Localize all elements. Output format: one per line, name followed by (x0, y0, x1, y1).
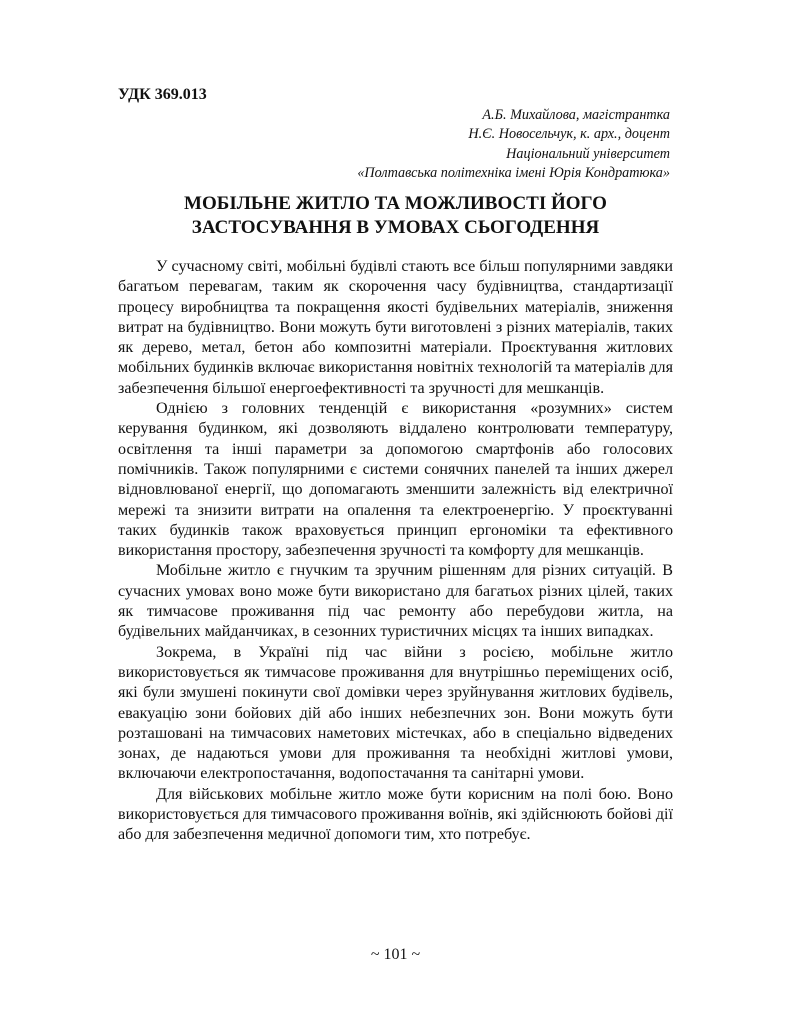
author-2: Н.Є. Новосельчук, к. арх., доцент (468, 126, 670, 143)
author-block (357, 106, 670, 184)
title-line-1: МОБІЛЬНЕ ЖИТЛО ТА МОЖЛИВОСТІ ЙОГО (184, 193, 607, 214)
title-line-2: ЗАСТОСУВАННЯ В УМОВАХ СЬОГОДЕННЯ (191, 217, 600, 238)
udk-code: УДК 369.013 (118, 86, 207, 103)
page-number: ~ 101 ~ (370, 946, 421, 963)
paragraph-1: У сучасному світі, мобільні будівлі стають все більш популярними завдяки багатьом перевагам, таким як скорочення часу будівництва, стандартизації процесу виробництва та покращення якості будівельних матеріалів, зниження витрат на будівництво. Вони можуть бути виготовлені з різних матеріалів, таких як дерево, метал, бетон або композитні матеріали. Проєктування житлових мобільних будинків включає використання новітніх технологій та матеріалів для забезпечення більшої енергоефективності та зручності для мешканців. (118, 258, 673, 397)
paper-title (118, 192, 673, 240)
author-1: А.Б. Михайлова, магістрантка (482, 107, 670, 123)
paragraph-5: Для військових мобільне житло може бути корисним на полі бою. Воно використовується для тимчасового проживання воїнів, які здійснюють бойові дії або для забезпечення медичної допомоги тим, хто потребує. (118, 785, 673, 844)
paragraph-4: Зокрема, в Україні під час війни з росією, мобільне житло використовується як тимчасове проживання для внутрішньо переміщених осіб, які були змушені покинути свої домівки через зруйнування житлових будівель, евакуацію зони бойових дій або інших небезпечних зон. Вони можуть бути розташовані на тимчасових наметових містечках, або в спеціально відведених зонах, де надаються умови для проживання та необхідні житлові умови, включаючи електропостачання, водопостачання та санітарні умови. (118, 643, 673, 783)
affiliation-line-2: «Полтавська політехніка імені Юрія Кондратюка» (357, 165, 670, 182)
paragraph-3: Мобільне житло є гнучким та зручним рішенням для різних ситуацій. В сучасних умовах воно може бути використано для багатьох різних цілей, таких як тимчасове проживання під час ремонту або перебудови житла, на будівельних майданчиках, в сезонних туристичних місцях та інших випадках. (118, 562, 673, 641)
paragraph-2: Однією з головних тенденцій є використання «розумних» систем керування будинком, які дозволяють віддалено контролювати температуру, освітлення та інші параметри за допомогою смартфонів або голосових помічників. Також популярними є системи сонячних панелей та інших джерел відновлюваної енергії, що допомагають зменшити залежність від електричної мережі та знизити витрати на опалення та електроенергію. У проєктуванні таких будинків також враховується принцип ергономіки та ефективного використання простору, забезпечення зручності та комфорту для мешканців. (118, 400, 673, 560)
affiliation-line-1: Національний університет (506, 145, 670, 162)
body-text (118, 257, 673, 846)
